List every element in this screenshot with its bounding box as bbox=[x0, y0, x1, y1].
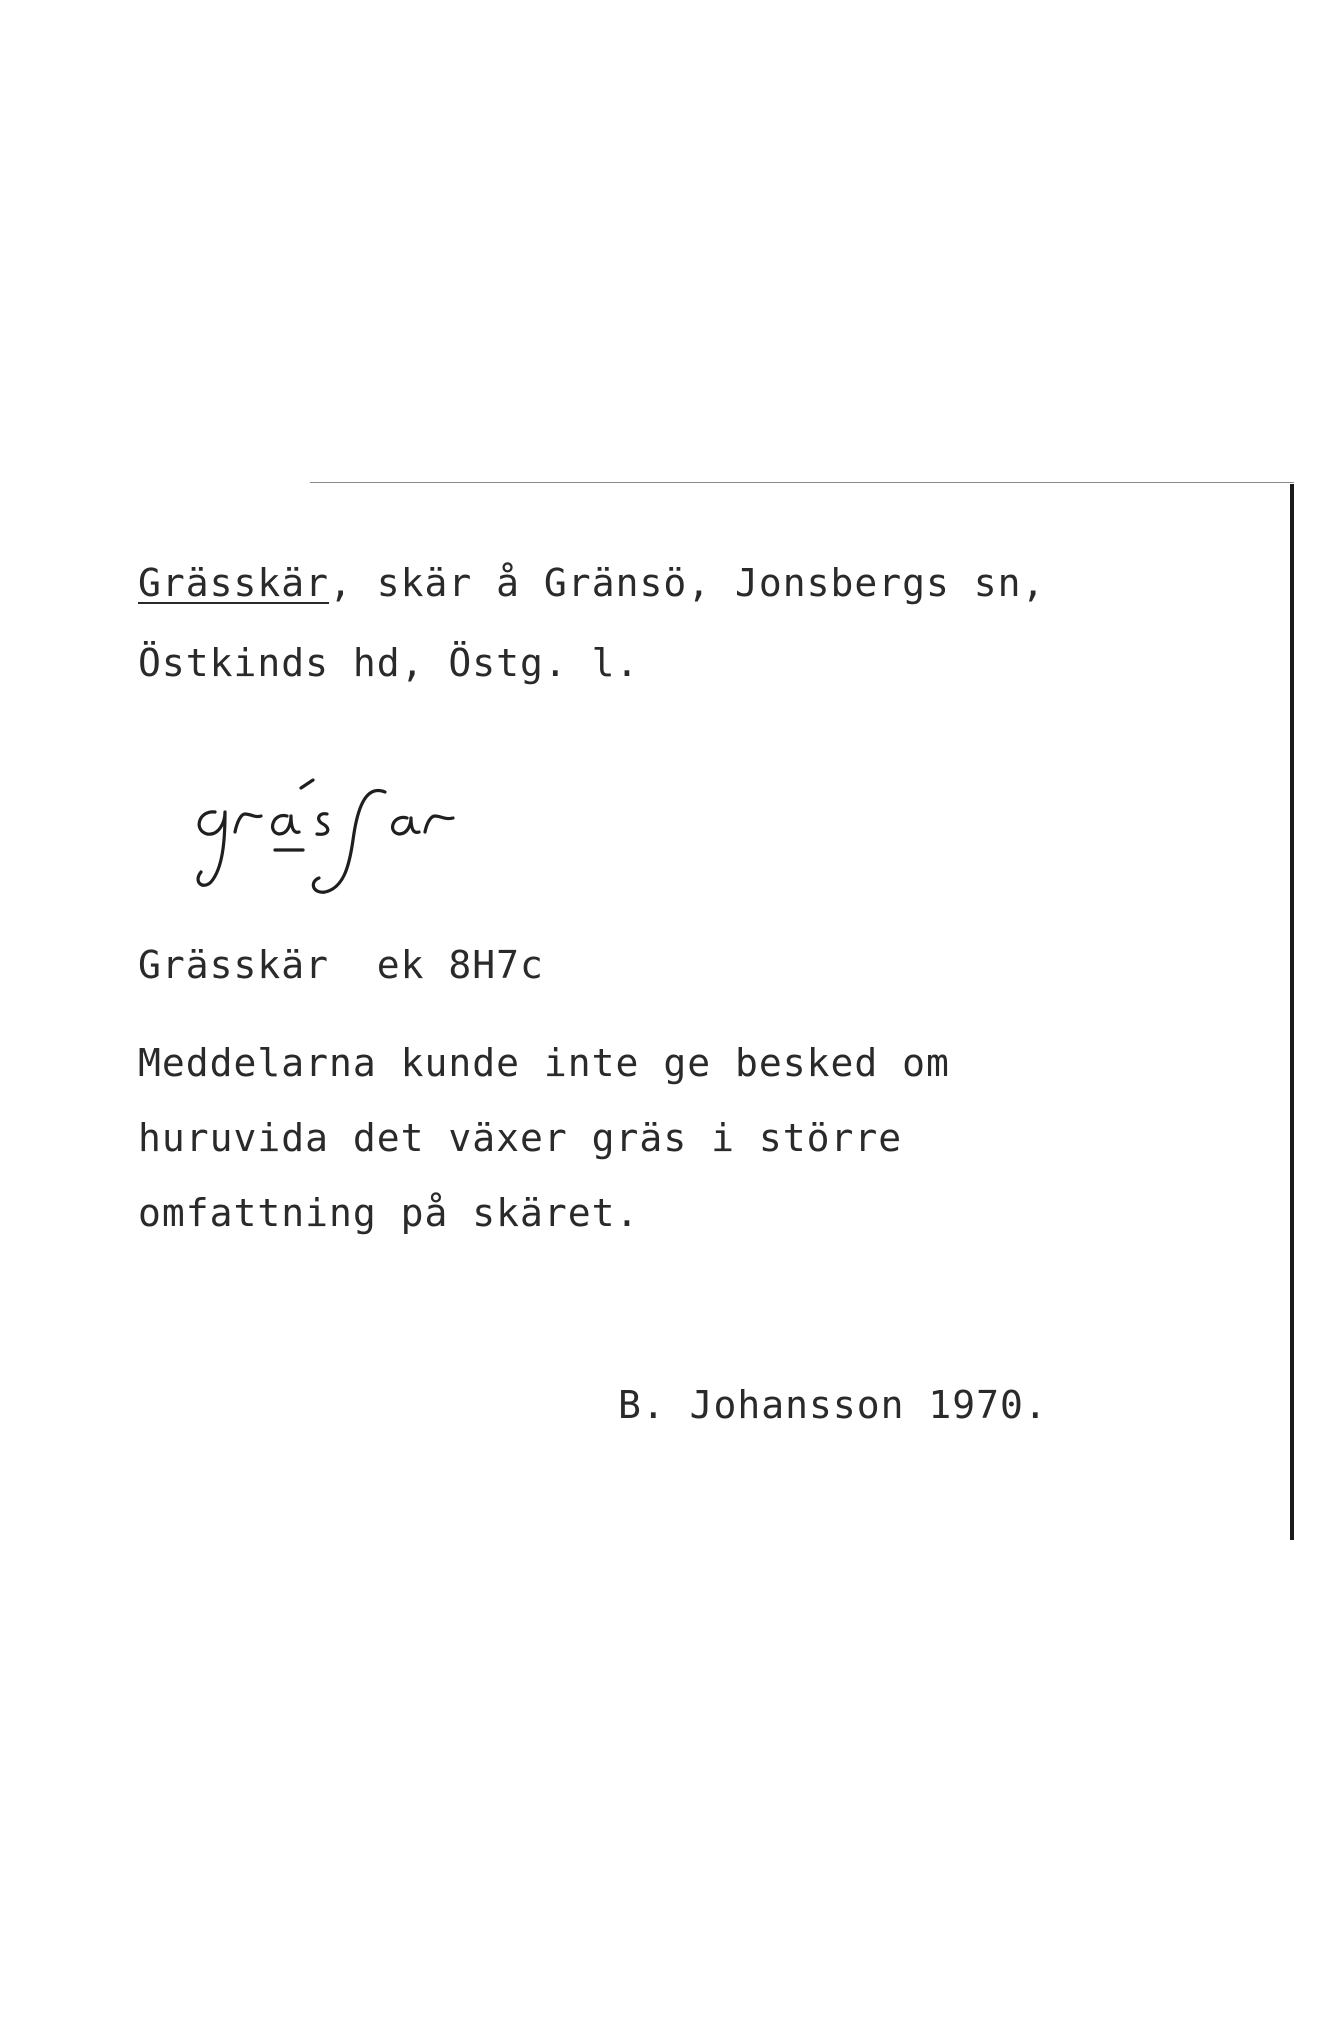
handwritten-dialect-form bbox=[185, 770, 485, 900]
header-rest: , skär å Gränsö, Jonsbergs sn, bbox=[329, 561, 1046, 605]
handwritten-text: gräsfar bbox=[185, 770, 190, 771]
headword: Grässkär bbox=[138, 561, 330, 605]
signature: B. Johansson 1970. bbox=[618, 1383, 1048, 1427]
card-right-edge bbox=[1290, 484, 1294, 1540]
header-line-1 bbox=[138, 560, 1045, 606]
header-line-2: Östkinds hd, Östg. l. bbox=[138, 641, 640, 685]
note-line-1: Meddelarna kunde inte ge besked om bbox=[138, 1041, 950, 1085]
note-line-3: omfattning på skäret. bbox=[138, 1191, 640, 1235]
note-line-2: huruvida det växer gräs i större bbox=[138, 1116, 903, 1160]
reference-line: Grässkär ek 8H7c bbox=[138, 943, 544, 987]
card-top-edge bbox=[310, 482, 1294, 483]
